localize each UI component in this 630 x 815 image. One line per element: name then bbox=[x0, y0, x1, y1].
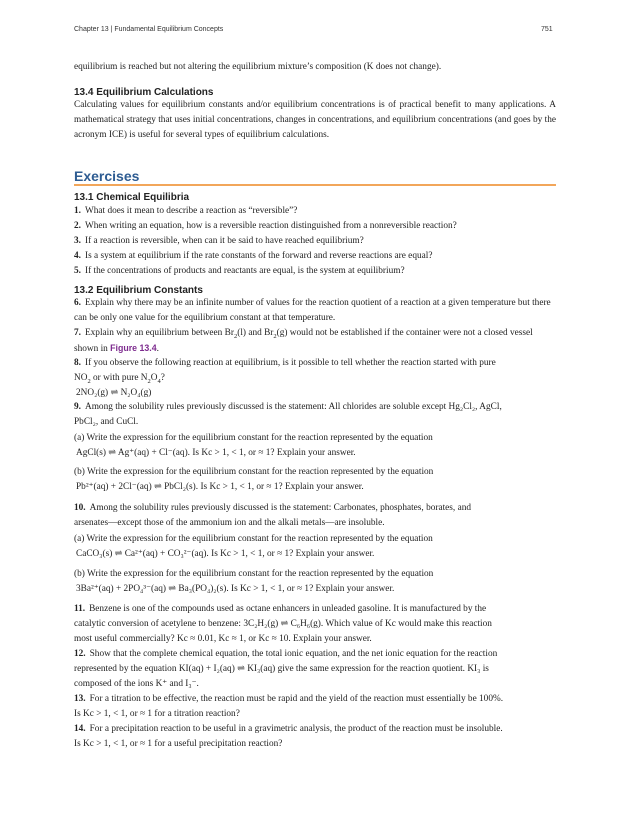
exercise-text: PbCl₂, and CuCl. bbox=[74, 417, 139, 427]
exercise-7: 7. Explain why an equilibrium between $Br_2(l)$ and $Br_2(g)$ would not be established if the container were not a closed vessel shown in Figure 13.4. bbox=[74, 328, 533, 354]
exercise-number: 7. bbox=[74, 328, 81, 338]
exercise-number: 2. bbox=[74, 221, 81, 231]
exercise-question: Is Kc > 1, < 1, or ≈ 1? Explain your answer. bbox=[192, 448, 356, 458]
exercise-11 bbox=[74, 602, 556, 647]
exercise-13 bbox=[74, 692, 556, 722]
exercise-number: 4. bbox=[74, 251, 81, 261]
exercises-heading: Exercises bbox=[74, 168, 140, 184]
section-13-1-title: 13.1 Chemical Equilibria bbox=[74, 192, 190, 203]
exercise-number: 12. bbox=[74, 649, 86, 659]
exercise-number: 10. bbox=[74, 503, 86, 513]
exercise-text-part: (g) would not be established if the container were not a closed vessel shown in bbox=[74, 328, 533, 354]
exercise-text-part: O bbox=[150, 373, 158, 383]
chapter-header: Chapter 13 | Fundamental Equilibrium Concepts bbox=[74, 26, 224, 33]
exercise-text: If you observe the following reaction at equilibrium, is it possible to tell whether the reaction started with pure bbox=[84, 358, 496, 368]
exercise-10 bbox=[74, 501, 556, 531]
exercise-8: 8. If you observe the following reaction at equilibrium, is it possible to tell whether the reaction started with pure $NO_2$ or with pure $N_2O_4$? 2NO₂(g) ⇌ N₂O₄(g) bbox=[74, 356, 556, 401]
intro-line: equilibrium is reached but not altering the equilibrium mixture’s composition (K does not change). bbox=[74, 62, 442, 72]
exercise-text: If a reaction is reversible, when can it be said to have reached equilibrium? bbox=[84, 236, 364, 246]
exercise-4 bbox=[74, 249, 556, 264]
exercise-14 bbox=[74, 722, 556, 752]
exercise-text-part: or with pure N bbox=[90, 373, 148, 383]
exercise-text: arsenates—except those of the ammonium ion and the alkali metals—are insoluble. bbox=[74, 518, 385, 528]
exercise-text: Explain why there may be an infinite number of values for the reaction quotient of a reaction at a given temperature but there can be only one value for the equilibrium constant at that temperature. bbox=[74, 298, 551, 323]
exercise-number: 5. bbox=[74, 266, 81, 276]
exercise-9 bbox=[74, 400, 556, 430]
exercise-text: composed of the ions K⁺ and I₃⁻. bbox=[74, 679, 199, 689]
exercise-6 bbox=[74, 296, 556, 326]
equation: CaCO₃(s) ⇌ Ca²⁺(aq) + CO₃²⁻(aq). bbox=[76, 549, 209, 559]
exercise-prompt: (b) Write the expression for the equilibrium constant for the reaction represented by the equation bbox=[74, 467, 434, 477]
exercise-text: Is a system at equilibrium if the rate constants of the forward and reverse reactions are equal? bbox=[84, 251, 433, 261]
equation: 3C₂H₂(g) ⇌ C₆H₆(g). bbox=[243, 619, 324, 629]
exercise-text-part: Which value of Kc would make this reaction bbox=[325, 619, 492, 629]
exercise-prompt: (b) Write the expression for the equilibrium constant for the reaction represented by the equation bbox=[74, 569, 434, 579]
exercise-number: 1. bbox=[74, 206, 81, 216]
equation: Pb²⁺(aq) + 2Cl⁻(aq) ⇌ PbCl₂(s). bbox=[76, 482, 199, 492]
exercise-question: Is Kc > 1, < 1, or ≈ 1? Explain your answer. bbox=[200, 482, 364, 492]
exercise-10b bbox=[74, 567, 556, 597]
exercise-number: 13. bbox=[74, 694, 86, 704]
exercise-text-part: NO bbox=[74, 373, 88, 383]
equation: 3Ba²⁺(aq) + 2PO₄³⁻(aq) ⇌ Ba₃(PO₄)₂(s). bbox=[76, 584, 229, 594]
exercise-question: Is Kc > 1, < 1, or ≈ 1? Explain your answer. bbox=[211, 549, 375, 559]
exercise-3 bbox=[74, 234, 556, 249]
equation: 2NO₂(g) ⇌ N₂O₄(g) bbox=[76, 388, 152, 398]
exercise-text-part: . bbox=[156, 344, 159, 354]
exercises-divider bbox=[74, 184, 556, 186]
exercise-number: 8. bbox=[74, 358, 81, 368]
exercise-text: If the concentrations of products and reactants are equal, is the system at equilibrium? bbox=[84, 266, 405, 276]
exercise-text: For a titration to be effective, the reaction must be rapid and the yield of the reaction must essentially be 100%. bbox=[89, 694, 504, 704]
exercise-prompt: (a) Write the expression for the equilibrium constant for the reaction represented by the equation bbox=[74, 433, 433, 443]
section-13-2-title: 13.2 Equilibrium Constants bbox=[74, 285, 203, 296]
page-number: 751 bbox=[541, 26, 553, 33]
exercise-text: Is Kc > 1, < 1, or ≈ 1 for a useful precipitation reaction? bbox=[74, 739, 283, 749]
equation: AgCl(s) ⇌ Ag⁺(aq) + Cl⁻(aq). bbox=[76, 448, 190, 458]
exercise-10a bbox=[74, 532, 556, 562]
exercise-text-part: represented by the equation bbox=[74, 664, 177, 674]
exercise-text-part: (l) and Br bbox=[237, 328, 274, 338]
section-13-4-text: Calculating values for equilibrium constants and/or equilibrium concentrations is of practical benefit to many applications. A mathematical strategy that uses initial concentrations, changes in concentrations, and equilibrium concentrations (and goes by the acronym ICE) is useful for several types of equilibrium calculations. bbox=[74, 100, 556, 140]
exercise-text: When writing an equation, how is a reversible reaction distinguished from a nonreversible reaction? bbox=[84, 221, 457, 231]
figure-13-4-link[interactable]: Figure 13.4 bbox=[110, 343, 157, 353]
exercise-number: 3. bbox=[74, 236, 81, 246]
exercise-text: For a precipitation reaction to be useful in a gravimetric analysis, the product of the reaction must be insoluble. bbox=[89, 724, 503, 734]
exercise-number: 6. bbox=[74, 298, 81, 308]
exercise-prompt: (a) Write the expression for the equilibrium constant for the reaction represented by the equation bbox=[74, 534, 433, 544]
exercise-number: 14. bbox=[74, 724, 86, 734]
equation: KI(aq) + I₂(aq) ⇌ KI₃(aq) bbox=[178, 664, 276, 674]
exercise-9a bbox=[74, 431, 556, 461]
exercise-12 bbox=[74, 647, 556, 692]
exercise-number: 11. bbox=[74, 604, 86, 614]
exercise-text-part: ? bbox=[160, 373, 165, 383]
exercise-text: Among the solubility rules previously discussed is the statement: Carbonates, phosphates, borates, and bbox=[89, 503, 471, 513]
exercise-text: Is Kc > 1, < 1, or ≈ 1 for a titration reaction? bbox=[74, 709, 240, 719]
exercise-question: Is Kc > 1, < 1, or ≈ 1? Explain your answer. bbox=[231, 584, 395, 594]
exercise-1 bbox=[74, 204, 556, 219]
exercise-number: 9. bbox=[74, 402, 81, 412]
exercise-text: most useful commercially? Kc ≈ 0.01, Kc ≈ 1, or Kc ≈ 10. Explain your answer. bbox=[74, 634, 372, 644]
exercise-text: What does it mean to describe a reaction as “reversible”? bbox=[84, 206, 298, 216]
exercise-text-part: give the same expression for the reaction quotient. KI₃ is bbox=[277, 664, 489, 674]
exercise-text: Benzene is one of the compounds used as octane enhancers in unleaded gasoline. It is manufactured by the bbox=[89, 604, 487, 614]
exercise-9b bbox=[74, 465, 556, 495]
exercise-text: Among the solubility rules previously discussed is the statement: All chlorides are soluble except Hg₂Cl₂, AgCl, bbox=[84, 402, 502, 412]
section-13-4-title: 13.4 Equilibrium Calculations bbox=[74, 87, 214, 98]
exercise-2 bbox=[74, 219, 556, 234]
exercise-text-part: Explain why an equilibrium between Br bbox=[84, 328, 234, 338]
exercise-text: Show that the complete chemical equation, the total ionic equation, and the net ionic equation for the reaction bbox=[89, 649, 498, 659]
exercise-5 bbox=[74, 264, 556, 279]
exercise-text-part: catalytic conversion of acetylene to benzene: bbox=[74, 619, 242, 629]
